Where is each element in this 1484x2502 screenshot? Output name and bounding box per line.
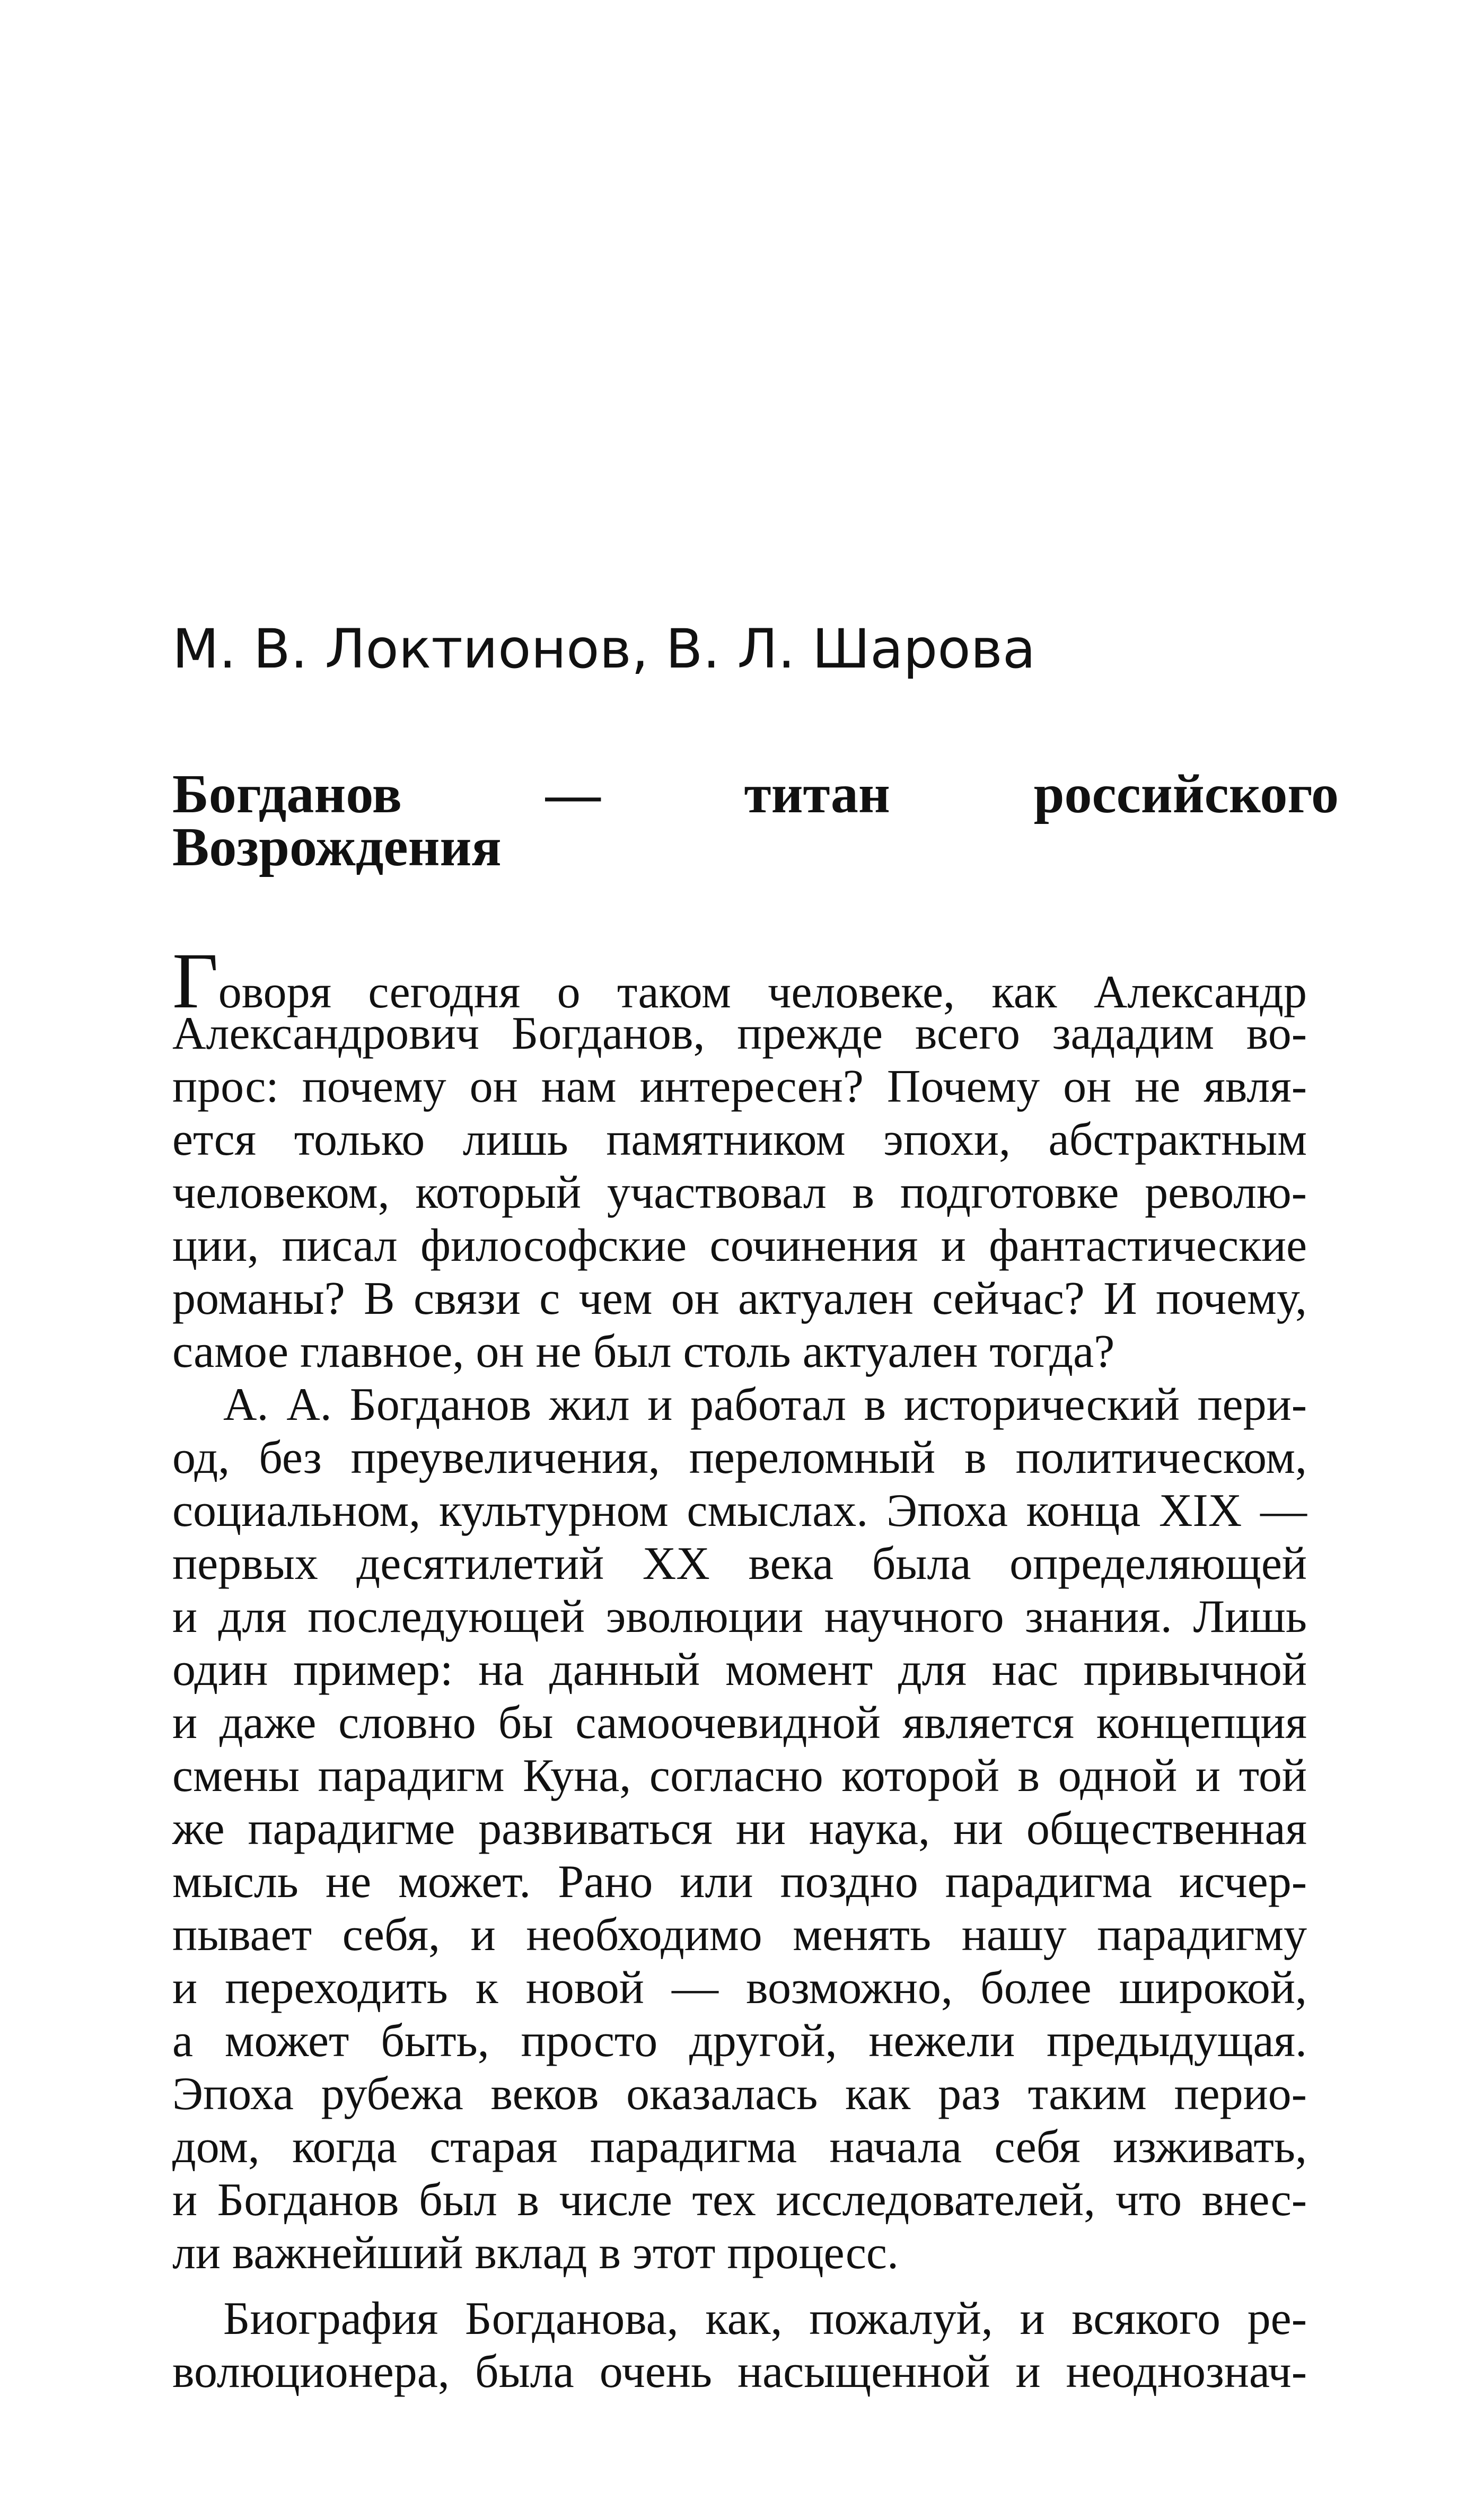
- paragraph-line: романы? В связи с чем он актуален сейчас? И почему,: [172, 1273, 1307, 1324]
- paragraph-line: первых десятилетий XX века была определяющей: [172, 1538, 1307, 1590]
- paragraph-line: прос: почему он нам интересен? Почему он не явля-: [172, 1061, 1307, 1112]
- paragraph-line: пывает себя, и необходимо менять нашу парадигму: [172, 1909, 1307, 1961]
- paragraph: [172, 2293, 1307, 2399]
- paragraph-line: и переходить к новой — возможно, более широкой,: [172, 1962, 1307, 2014]
- paragraph-line: человеком, который участвовал в подготовке револю-: [172, 1167, 1307, 1218]
- authors: М. В. Локтионов, В. Л. Шарова: [172, 618, 1036, 681]
- paragraph-line: од, без преувеличения, переломный в политическом,: [172, 1432, 1307, 1483]
- paragraph-line: а может быть, просто другой, нежели предыдущая.: [172, 2015, 1307, 2067]
- article-title: [172, 753, 1339, 877]
- paragraph-line: А. А. Богданов жил и работал в исторический пери-: [223, 1379, 1307, 1430]
- paragraph-line: Эпоха рубежа веков оказалась как раз таким перио-: [172, 2068, 1307, 2120]
- paragraph-line: самое главное, он не был столь актуален тогда?: [172, 1326, 1115, 1377]
- paragraph: [172, 1379, 1307, 2280]
- paragraph-line: Александрович Богданов, прежде всего зададим во-: [172, 1008, 1307, 1059]
- paragraph-line: один пример: на данный момент для нас привычной: [172, 1644, 1307, 1696]
- article-body: [172, 937, 1307, 2399]
- paragraph-line: смены парадигм Куна, согласно которой в одной и той: [172, 1750, 1307, 1802]
- paragraph-line: дом, когда старая парадигма начала себя изживать,: [172, 2121, 1307, 2173]
- drop-cap: Г: [172, 937, 218, 1025]
- paragraph-line: [172, 937, 1307, 1025]
- paragraph-line: мысль не может. Рано или поздно парадигма исчер-: [172, 1856, 1307, 1908]
- paragraph-line: и для последующей эволюции научного знания. Лишь: [172, 1591, 1307, 1643]
- paragraph-line: Биография Богданова, как, пожалуй, и всякого ре-: [223, 2293, 1307, 2345]
- paragraph-line: и даже словно бы самоочевидной является концепция: [172, 1697, 1307, 1749]
- title-line: Возрождения: [172, 817, 502, 877]
- paragraph: [172, 937, 1307, 1379]
- paragraph-line: же парадигме развиваться ни наука, ни общественная: [172, 1803, 1307, 1855]
- paragraph-line-text: оворя сегодня о таком человеке, как Александр: [218, 967, 1307, 1018]
- paragraph-line: ется только лишь памятником эпохи, абстрактным: [172, 1114, 1307, 1165]
- title-line: Богданов — титан российского: [172, 763, 1339, 824]
- paragraph-line: ции, писал философские сочинения и фантастические: [172, 1220, 1307, 1271]
- paragraph-line: ли важнейший вклад в этот процесс.: [172, 2227, 899, 2279]
- paragraph-line: и Богданов был в числе тех исследователей, что внес-: [172, 2174, 1307, 2226]
- paragraph-line: социальном, культурном смыслах. Эпоха конца XIX —: [172, 1485, 1307, 1537]
- paragraph-line: волюционера, была очень насыщенной и неоднознач-: [172, 2346, 1307, 2398]
